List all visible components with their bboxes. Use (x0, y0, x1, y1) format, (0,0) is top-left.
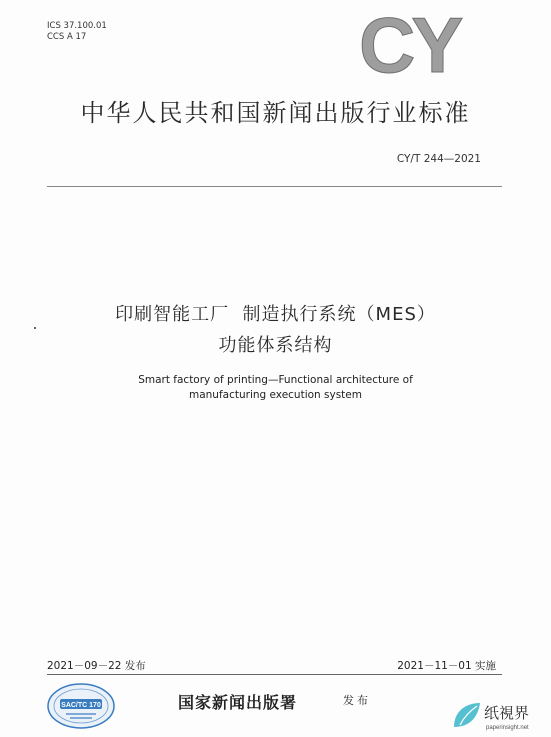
cy-logo-text: CY (359, 10, 460, 80)
chinese-title-line-2: 功能体系结构 (218, 335, 333, 356)
standard-category-title: 中华人民共和国新闻出版行业标准 (80, 99, 471, 127)
english-title-line-1: Smart factory of printing—Functional architecture of (138, 374, 413, 386)
seal-text: SAC/TC 170 (61, 702, 101, 709)
classification-codes (47, 21, 107, 43)
watermark-leaf-icon (454, 703, 480, 727)
publisher-name: 国家新闻出版署 (178, 693, 298, 712)
ics-code: ICS 37.100.01 (47, 21, 107, 31)
watermark-brand: 纸視界 (484, 704, 530, 722)
footer-divider (47, 674, 502, 675)
chinese-title-line-1: 印刷智能工厂 制造执行系统（MES） (115, 304, 436, 325)
implementation-date: 2021－11－01 实施 (397, 660, 496, 672)
english-title-line-2: manufacturing execution system (188, 389, 362, 401)
publish-label: 发布 (343, 694, 371, 707)
ccs-code: CCS A 17 (47, 32, 87, 42)
header-divider (47, 186, 502, 187)
watermark-url: paperinsight.net (486, 725, 529, 731)
standard-number: CY/T 244—2021 (396, 153, 481, 165)
sac-tc-seal-icon (46, 680, 116, 730)
issue-date: 2021－09－22 发布 (47, 660, 146, 672)
paperinsight-watermark (450, 697, 545, 735)
stray-mark (34, 327, 36, 329)
cy-logo (357, 10, 475, 80)
